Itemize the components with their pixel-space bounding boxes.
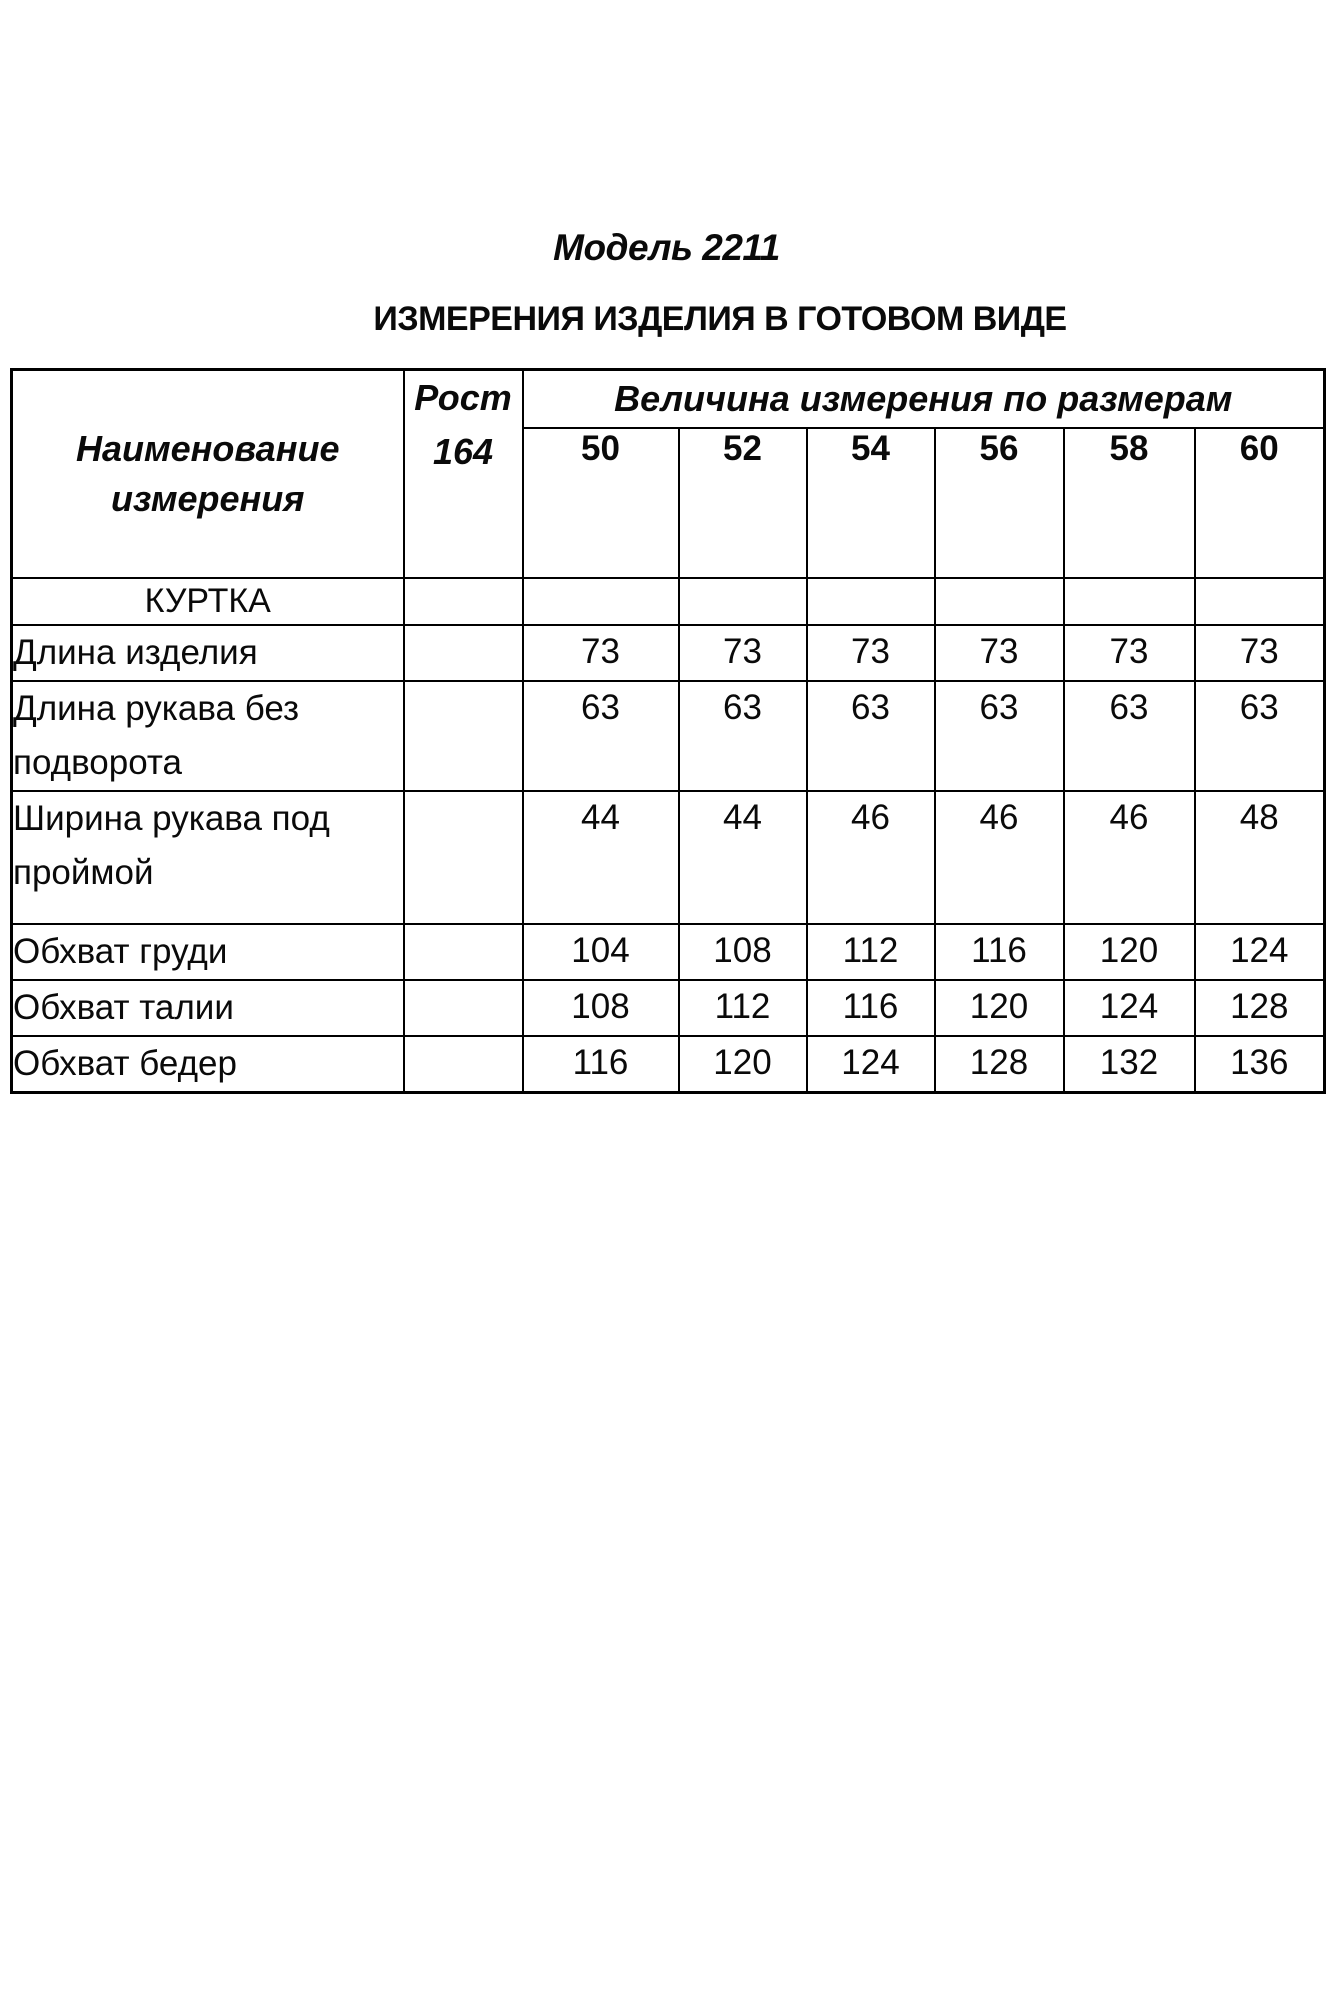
value-cell: 128 [935,1036,1064,1093]
value-cell: 124 [1064,980,1195,1036]
value-cell: 120 [935,980,1064,1036]
empty-cell [404,1036,523,1093]
header-name-line1: Наименование [76,427,340,469]
value-cell: 112 [807,924,935,980]
value-cell: 120 [679,1036,807,1093]
empty-cell [935,578,1064,625]
header-sizes-group: Величина измерения по размерам [523,370,1325,428]
header-name-line2: измерения [111,477,305,519]
empty-cell [523,578,679,625]
header-measurement-name [12,370,404,578]
value-cell: 108 [523,980,679,1036]
empty-cell [1195,578,1325,625]
value-cell: 73 [935,625,1064,681]
value-cell: 63 [523,681,679,791]
value-cell: 73 [1064,625,1195,681]
empty-cell [404,791,523,924]
empty-cell [404,625,523,681]
section-row [12,578,1325,625]
size-header-56: 56 [935,428,1064,578]
value-cell: 132 [1064,1036,1195,1093]
value-cell: 124 [1195,924,1325,980]
value-cell: 136 [1195,1036,1325,1093]
value-cell: 128 [1195,980,1325,1036]
value-cell: 116 [807,980,935,1036]
empty-cell [404,578,523,625]
value-cell: 63 [807,681,935,791]
value-cell: 104 [523,924,679,980]
value-cell: 120 [1064,924,1195,980]
value-cell: 46 [1064,791,1195,924]
row-label: Обхват бедер [12,1036,404,1093]
doc-title: Модель 2211 [553,227,780,268]
value-cell: 63 [1195,681,1325,791]
row-label: Ширина рукава под проймой [12,791,404,924]
value-cell: 73 [679,625,807,681]
row-label: Обхват талии [12,980,404,1036]
value-cell: 112 [679,980,807,1036]
measurements-table [10,368,1326,1094]
section-title: КУРТКА [12,578,404,625]
table-row [12,791,1325,924]
empty-cell [1064,578,1195,625]
value-cell: 73 [807,625,935,681]
header-rost-line1: Рост [414,377,512,418]
value-cell: 44 [523,791,679,924]
table-row [12,924,1325,980]
value-cell: 108 [679,924,807,980]
empty-cell [404,924,523,980]
value-cell: 46 [935,791,1064,924]
size-header-60: 60 [1195,428,1325,578]
value-cell: 73 [523,625,679,681]
value-cell: 46 [807,791,935,924]
doc-subtitle: ИЗМЕРЕНИЯ ИЗДЕЛИЯ В ГОТОВОМ ВИДЕ [373,300,1067,338]
table-row [12,681,1325,791]
empty-cell [404,681,523,791]
size-header-58: 58 [1064,428,1195,578]
table-row [12,980,1325,1036]
empty-cell [404,980,523,1036]
size-header-50: 50 [523,428,679,578]
value-cell: 63 [679,681,807,791]
header-height-164 [404,370,523,578]
value-cell: 44 [679,791,807,924]
header-rost-line2: 164 [432,431,494,472]
value-cell: 73 [1195,625,1325,681]
value-cell: 63 [1064,681,1195,791]
row-label: Длина рукава без подворота [12,681,404,791]
row-label: Длина изделия [12,625,404,681]
table-row [12,1036,1325,1093]
value-cell: 116 [935,924,1064,980]
empty-cell [679,578,807,625]
value-cell: 63 [935,681,1064,791]
table-row [12,625,1325,681]
value-cell: 116 [523,1036,679,1093]
empty-cell [807,578,935,625]
value-cell: 48 [1195,791,1325,924]
row-label: Обхват груди [12,924,404,980]
value-cell: 124 [807,1036,935,1093]
size-header-52: 52 [679,428,807,578]
size-header-54: 54 [807,428,935,578]
